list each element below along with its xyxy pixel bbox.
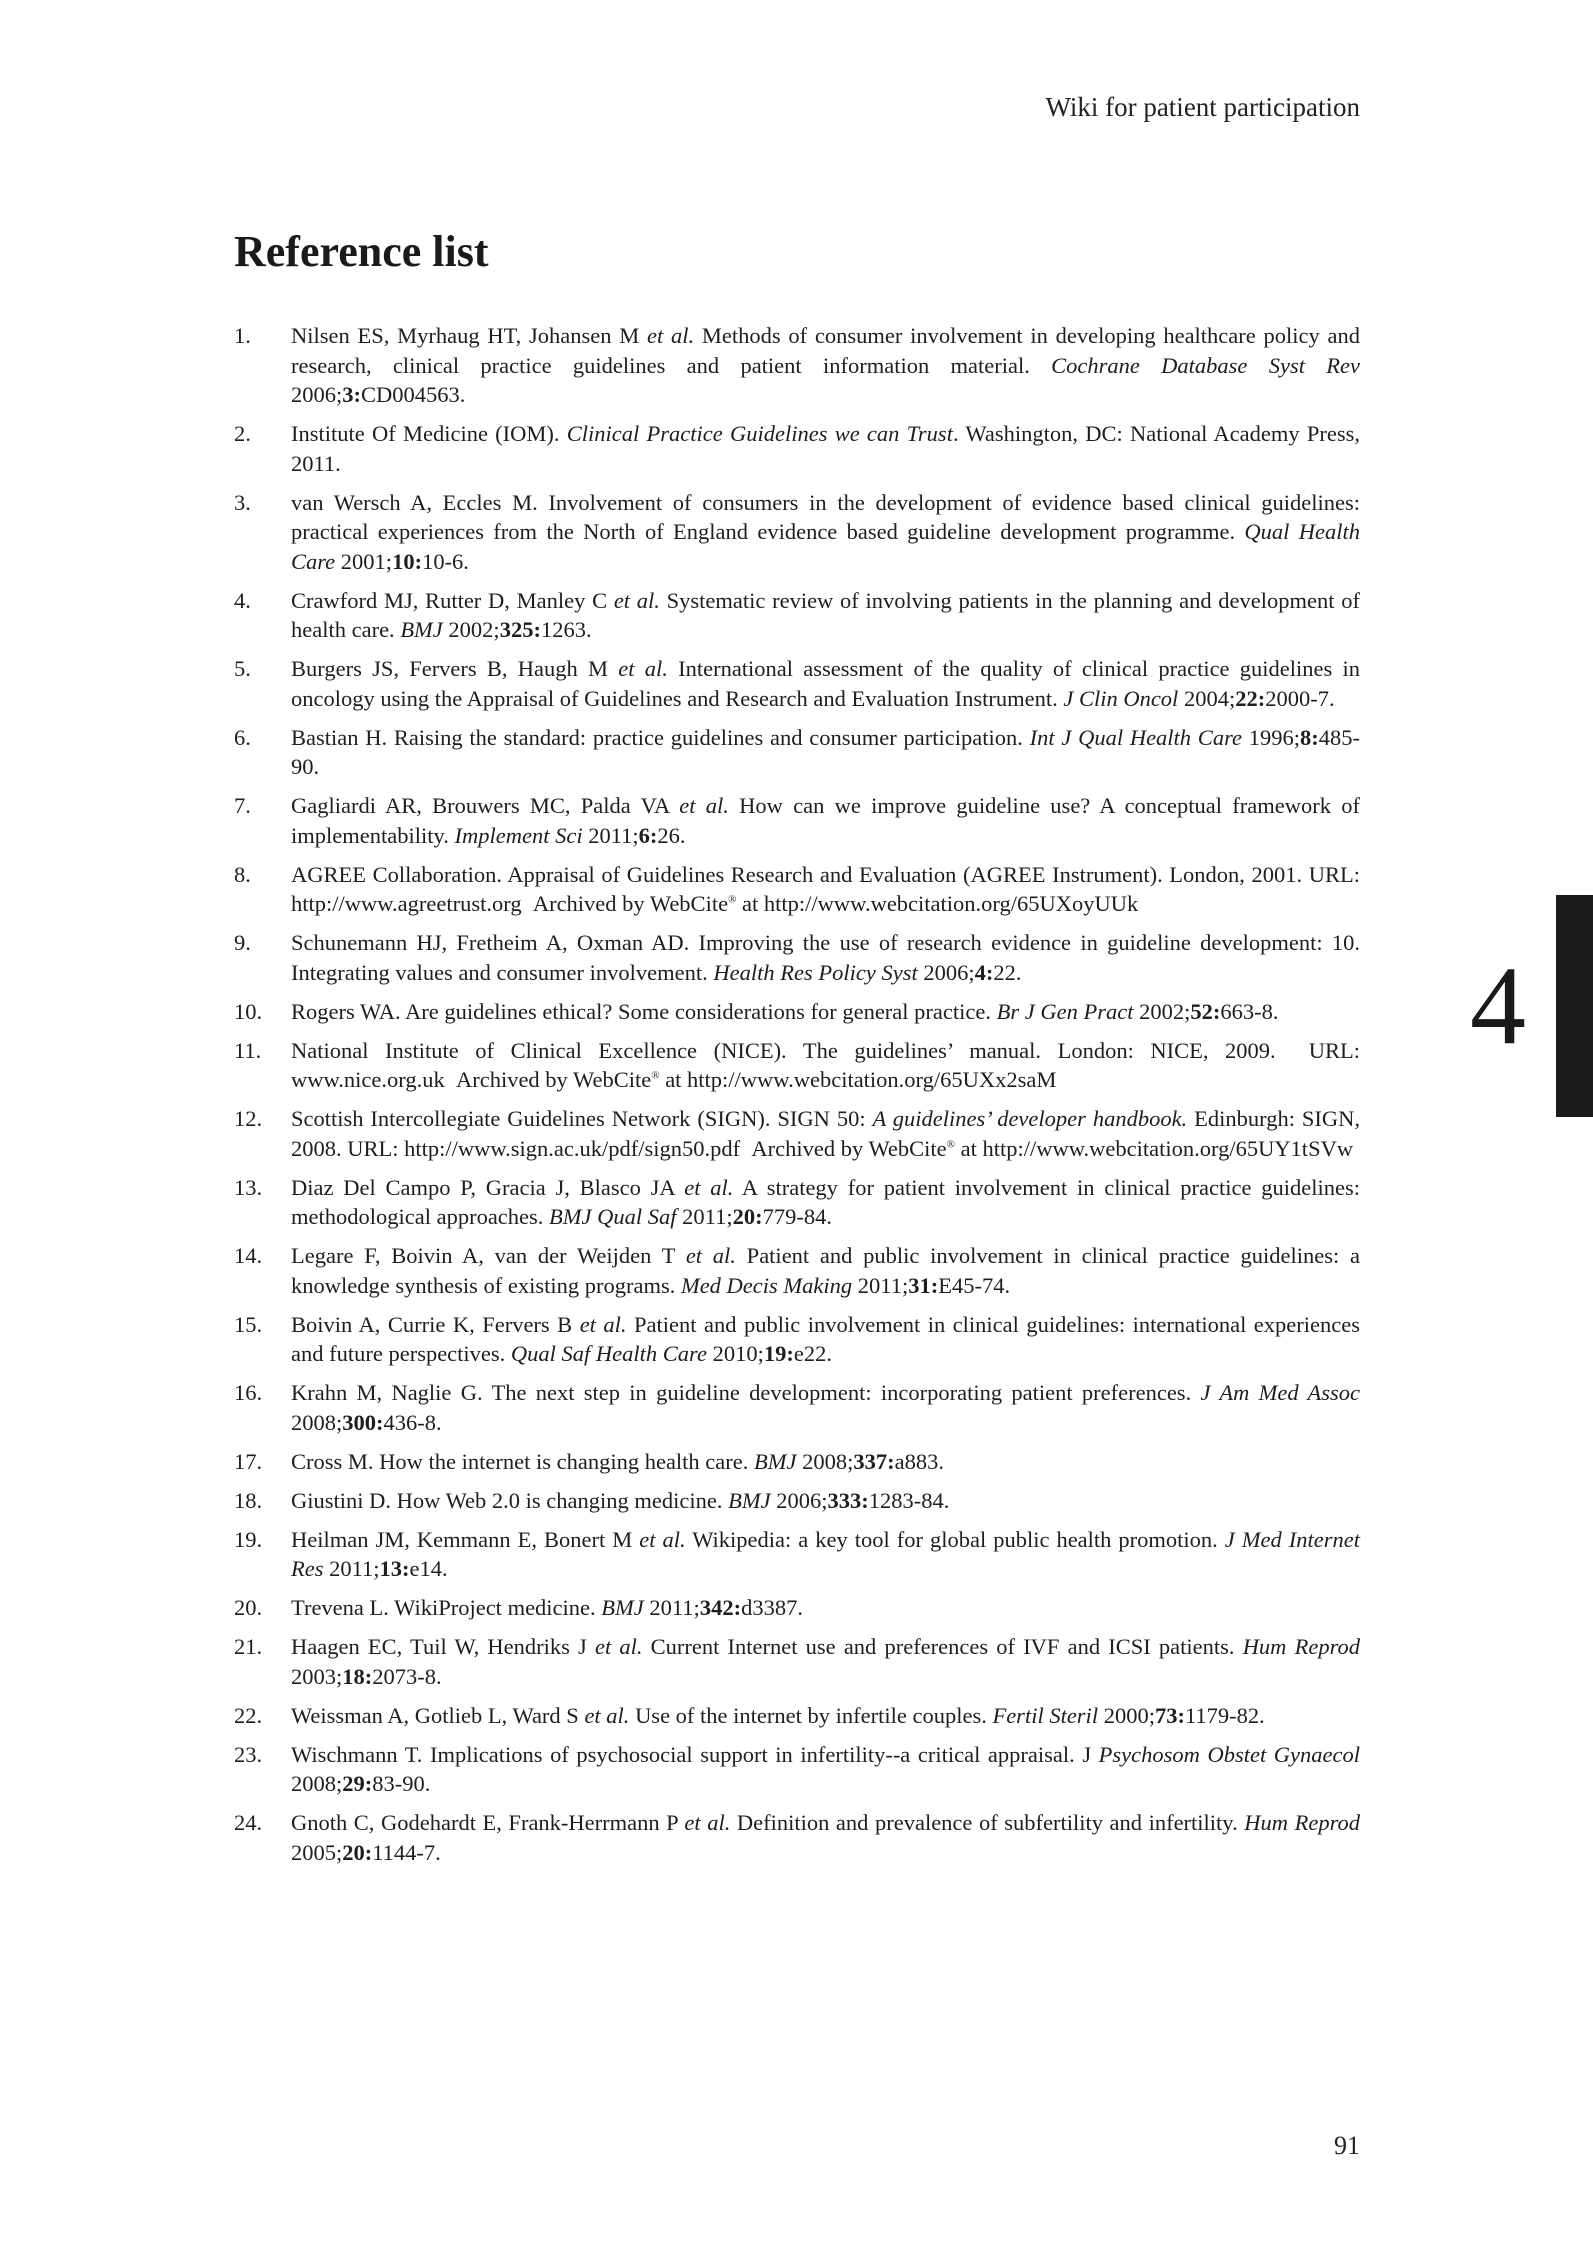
reference-item: [234, 321, 1360, 410]
reference-italic: et al.: [647, 323, 695, 348]
reference-segment: d3387.: [741, 1595, 803, 1620]
page-number: 91: [1334, 2131, 1360, 2160]
reference-italic: et al.: [685, 1243, 736, 1268]
reference-segment: a883.: [894, 1448, 945, 1474]
reference-volume: 22:: [1235, 685, 1266, 711]
reference-text: [291, 930, 1360, 985]
reference-volume: 13:: [379, 1556, 410, 1581]
reference-segment: Krahn M, Naglie G. The next step in guideline development: incorporating patient preferences.: [291, 1380, 1201, 1405]
reference-text: [291, 1106, 1360, 1161]
reference-italic: Fertil Steril: [992, 1702, 1099, 1728]
reference-italic: et al.: [684, 1174, 734, 1200]
reference-number: 5.: [234, 656, 251, 681]
reference-number: 10.: [234, 998, 263, 1024]
reference-segment: e14.: [409, 1556, 448, 1581]
reference-item: [234, 928, 1360, 987]
reference-number: 22.: [234, 1702, 263, 1728]
reference-segment: 2005;: [291, 1839, 343, 1865]
reference-segment: Weissman A, Gotlieb L, Ward S: [291, 1702, 585, 1728]
reference-volume: 4:: [974, 959, 994, 985]
reference-text: [291, 1175, 1360, 1230]
reference-italic: Med Decis Making: [680, 1272, 853, 1298]
reference-item: [234, 1701, 1360, 1731]
reference-number: 15.: [234, 1311, 263, 1337]
reference-number: 6.: [234, 724, 251, 750]
reference-volume: 73:: [1154, 1702, 1185, 1728]
reference-segment: 26.: [657, 822, 686, 848]
reference-italic: et al.: [684, 1810, 731, 1835]
reference-italic: Hum Reprod: [1244, 1810, 1360, 1835]
reference-segment: Trevena L. WikiProject medicine.: [291, 1595, 602, 1620]
reference-segment: 2004;: [1178, 685, 1236, 711]
reference-segment: Scottish Intercollegiate Guidelines Network (SIGN). SIGN 50:: [291, 1106, 873, 1131]
reference-segment: 1144-7.: [372, 1839, 441, 1865]
reference-volume: 8:: [1300, 724, 1319, 750]
reference-segment: e22.: [793, 1341, 832, 1366]
reference-italic: et al.: [618, 656, 668, 681]
reference-text: [291, 421, 1360, 476]
reference-italic: et al.: [579, 1311, 627, 1337]
reference-italic: BMJ: [754, 1448, 797, 1474]
reference-number: 11.: [234, 1037, 262, 1063]
reference-text: [291, 588, 1360, 643]
reference-volume: 300:: [342, 1409, 384, 1435]
reference-number: 19.: [234, 1526, 263, 1552]
reference-segment: Definition and prevalence of subfertility and infertility.: [730, 1810, 1245, 1835]
reference-italic: Qual Saf Health Care: [510, 1341, 707, 1366]
reference-segment: Nilsen ES, Myrhaug HT, Johansen M: [291, 323, 648, 348]
reference-volume: 325:: [499, 617, 541, 642]
reference-item: [234, 1173, 1360, 1232]
reference-segment: Current Internet use and preferences of IVF and ICSI patients.: [642, 1634, 1243, 1659]
reference-number: 16.: [234, 1380, 263, 1405]
reference-italic: Qual Health Care: [291, 519, 1360, 574]
reference-segment: Legare F, Boivin A, van der Weijden T: [291, 1243, 686, 1268]
reference-italic: BMJ Qual Saf: [549, 1204, 677, 1229]
reference-segment: 2011;: [643, 1595, 700, 1620]
reference-segment: Bastian H. Raising the standard: practice guidelines and consumer participation.: [291, 724, 1030, 750]
reference-item: [234, 791, 1360, 850]
reference-segment: . Washington, DC: National Academy Press, 2011.: [291, 421, 1361, 476]
reference-segment: Cross M. How the internet is changing health care.: [291, 1448, 755, 1474]
chapter-tab: [1556, 895, 1593, 1117]
reference-item: [234, 1632, 1360, 1691]
reference-segment: Boivin A, Currie K, Fervers B: [291, 1311, 580, 1337]
reference-italic: J Med Internet Res: [291, 1526, 1360, 1581]
reference-segment: Diaz Del Campo P, Gracia J, Blasco JA: [291, 1174, 685, 1200]
reference-item: [234, 1593, 1360, 1623]
reference-italic: Clinical Practice Guidelines we can Trust: [566, 421, 953, 446]
reference-italic: et al.: [613, 587, 660, 613]
reference-segment: Gagliardi AR, Brouwers MC, Palda VA: [291, 793, 680, 818]
reference-text: [291, 862, 1360, 917]
reference-segment: Edinburgh: SIGN, 2008. URL: http://www.sign.ac.uk/pdf/sign50.pdf Archived by WebCite: [291, 1106, 1361, 1161]
reference-segment: 485-90.: [291, 724, 1360, 779]
reference-segment: 2008;: [291, 1409, 343, 1435]
reference-item: [234, 1241, 1360, 1300]
reference-text: [291, 1742, 1360, 1797]
reference-number: 24.: [234, 1810, 263, 1835]
reference-number: 23.: [234, 1741, 263, 1767]
reference-segment: 2000-7.: [1265, 685, 1335, 711]
reference-italic: J Am Med Assoc: [1200, 1380, 1360, 1405]
reference-segment: 22.: [993, 959, 1022, 985]
reference-segment: van Wersch A, Eccles M. Involvement of consumers in the development of evidence based clinical guidelines: practical experiences from the North of England evidence based guideline development programme.: [291, 489, 1360, 544]
reference-segment: Burgers JS, Fervers B, Haugh M: [291, 656, 619, 681]
reference-segment: Heilman JM, Kemmann E, Bonert M: [291, 1526, 640, 1552]
reference-list: [234, 321, 1360, 1877]
reference-number: 4.: [234, 587, 251, 613]
reference-text: [291, 1380, 1360, 1435]
reference-volume: 10:: [392, 548, 423, 574]
reference-segment: at http://www.webcitation.org/65UXoyUUk: [736, 891, 1139, 916]
reference-segment: 2011;: [323, 1556, 380, 1581]
reference-item: [234, 1808, 1360, 1867]
reference-segment: 663-8.: [1220, 998, 1279, 1024]
reference-segment: Crawford MJ, Rutter D, Manley C: [291, 587, 614, 613]
reference-text: [291, 1703, 1265, 1728]
reference-segment: 2011;: [852, 1272, 909, 1298]
reference-number: 7.: [234, 793, 251, 818]
reference-number: 17.: [234, 1448, 263, 1474]
reference-volume: 18:: [342, 1663, 373, 1689]
reference-volume: 19:: [763, 1341, 794, 1366]
reference-text: [291, 1312, 1360, 1367]
reference-number: 12.: [234, 1106, 263, 1131]
reference-italic: et al.: [679, 793, 729, 818]
reference-italic: et al.: [594, 1634, 643, 1659]
reference-italic: Cochrane Database Syst Rev: [1051, 352, 1360, 378]
reference-segment: Patient and public involvement in clinical practice guidelines: a knowledge synthesis of existing programs.: [291, 1243, 1360, 1298]
reference-number: 20.: [234, 1595, 263, 1620]
reference-number: 9.: [234, 930, 251, 955]
reference-segment: 1283-84.: [868, 1487, 950, 1513]
reference-item: [234, 997, 1360, 1027]
reference-item: [234, 1525, 1360, 1584]
reference-text: [291, 1527, 1360, 1582]
reference-text: [291, 999, 1278, 1024]
reference-number: 8.: [234, 861, 251, 887]
reference-segment: 2073-8.: [372, 1663, 442, 1689]
reference-segment: 1996;: [1241, 724, 1300, 750]
reference-volume: 52:: [1190, 998, 1221, 1024]
reference-item: [234, 586, 1360, 645]
reference-segment: A strategy for patient involvement in clinical practice guidelines: methodological approaches.: [291, 1174, 1361, 1229]
reference-number: 21.: [234, 1634, 263, 1659]
reference-segment: at http://www.webcitation.org/65UY1tSVw: [954, 1135, 1354, 1161]
reference-segment: 2002;: [1133, 998, 1191, 1024]
reference-segment: Wikipedia: a key tool for global public health promotion.: [685, 1526, 1225, 1552]
reference-italic: et al.: [584, 1702, 630, 1728]
chapter-number: 4: [1470, 944, 1526, 1068]
reference-text: [291, 1449, 944, 1474]
reference-item: [234, 419, 1360, 478]
reference-item: [234, 1447, 1360, 1477]
reference-segment: 1179-82.: [1184, 1702, 1265, 1728]
reference-text: [291, 323, 1360, 407]
reference-text: [291, 1595, 803, 1620]
reference-volume: 6:: [638, 822, 658, 848]
reference-italic: J Clin Oncol: [1063, 685, 1179, 711]
reference-segment: Giustini D. How Web 2.0 is changing medicine.: [291, 1487, 729, 1513]
reference-text: [291, 656, 1360, 711]
reference-number: 1.: [234, 323, 251, 348]
reference-text: [291, 1488, 949, 1513]
reference-segment: 2006;: [917, 959, 975, 985]
reference-segment: International assessment of the quality of clinical practice guidelines in oncology using the Appraisal of Guidelines and Research and Evaluation Instrument.: [291, 656, 1361, 711]
reference-number: 18.: [234, 1487, 263, 1513]
reference-segment: Methods of consumer involvement in developing healthcare policy and research, clinical practice guidelines and patient information material.: [291, 323, 1360, 378]
reference-italic: Health Res Policy Syst: [713, 959, 918, 985]
reference-segment: 779-84.: [762, 1204, 832, 1229]
reference-text: [291, 1243, 1360, 1298]
reference-segment: Rogers WA. Are guidelines ethical? Some considerations for general practice.: [291, 998, 997, 1024]
reference-segment: 2010;: [706, 1341, 764, 1366]
reference-segment: Gnoth C, Godehardt E, Frank-Herrmann P: [291, 1810, 685, 1835]
reference-segment: 2001;: [335, 548, 393, 574]
reference-segment: 436-8.: [383, 1409, 442, 1435]
reference-item: [234, 1036, 1360, 1095]
reference-segment: 10-6.: [422, 548, 469, 574]
reference-segment: 2006;: [770, 1487, 828, 1513]
reference-italic: Implement Sci: [454, 822, 583, 848]
reference-segment: 83-90.: [372, 1771, 431, 1796]
reference-item: [234, 723, 1360, 782]
reference-italic: Hum Reprod: [1242, 1634, 1360, 1659]
reference-segment: CD004563.: [361, 382, 466, 407]
reference-segment: Schunemann HJ, Fretheim A, Oxman AD. Improving the use of research evidence in guideline development: 10. Integrating values and consumer involvement.: [291, 930, 1360, 985]
reference-segment: 2011;: [582, 822, 639, 848]
running-head: Wiki for patient participation: [1045, 92, 1360, 122]
reference-number: 14.: [234, 1243, 263, 1268]
reference-text: [291, 793, 1360, 848]
reference-segment: Patient and public involvement in clinical guidelines: international experiences and future perspectives.: [291, 1311, 1360, 1366]
reference-italic: Psychosom Obstet Gynaecol: [1098, 1741, 1360, 1767]
reference-segment: 2003;: [291, 1663, 343, 1689]
reference-volume: 333:: [827, 1487, 869, 1513]
reference-text: [291, 1038, 1360, 1093]
reference-item: [234, 860, 1360, 919]
reference-segment: Institute Of Medicine (IOM).: [291, 421, 567, 446]
reference-italic: A guidelines’ developer handbook.: [872, 1106, 1188, 1131]
reference-segment: at http://www.webcitation.org/65UXx2saM: [659, 1067, 1057, 1092]
reference-segment: 2000;: [1098, 1702, 1155, 1728]
reference-segment: 2002;: [442, 617, 500, 642]
reference-volume: 20:: [732, 1204, 763, 1229]
reference-italic: Br J Gen Pract: [996, 998, 1134, 1024]
reference-volume: 31:: [908, 1272, 939, 1298]
reference-text: [291, 1634, 1360, 1689]
reference-volume: 342:: [699, 1595, 742, 1620]
reference-segment: E45-74.: [938, 1272, 1011, 1298]
registered-mark: ®: [728, 893, 737, 906]
reference-segment: AGREE Collaboration. Appraisal of Guidelines Research and Evaluation (AGREE Instrument). London, 2001. URL: http://www.agreetrust.org Archived by WebCite: [291, 861, 1360, 916]
reference-italic: BMJ: [400, 617, 443, 642]
reference-number: 2.: [234, 421, 251, 446]
reference-text: [291, 725, 1360, 780]
registered-mark: ®: [946, 1138, 955, 1150]
reference-item: [234, 1104, 1360, 1163]
reference-segment: Use of the internet by infertile couples.: [629, 1702, 993, 1728]
reference-segment: 2011;: [676, 1204, 733, 1229]
reference-item: [234, 1378, 1360, 1437]
reference-number: 13.: [234, 1174, 263, 1200]
reference-italic: BMJ: [601, 1595, 644, 1620]
reference-text: [291, 1810, 1360, 1865]
reference-italic: et al.: [639, 1526, 686, 1552]
reference-segment: 2008;: [796, 1448, 854, 1474]
reference-italic: BMJ: [728, 1487, 771, 1513]
reference-item: [234, 654, 1360, 713]
reference-segment: National Institute of Clinical Excellence (NICE). The guidelines’ manual. London: NICE, 2009. URL: www.nice.org.uk Archived by WebCite: [291, 1037, 1360, 1092]
reference-text: [291, 490, 1360, 574]
reference-volume: 337:: [853, 1448, 895, 1474]
reference-segment: How can we improve guideline use? A conceptual framework of implementability.: [291, 793, 1360, 848]
reference-segment: 2006;: [291, 382, 343, 407]
reference-number: 3.: [234, 489, 251, 515]
registered-mark: ®: [651, 1069, 660, 1082]
reference-volume: 29:: [342, 1771, 373, 1796]
reference-italic: Int J Qual Health Care: [1029, 724, 1242, 750]
reference-segment: Wischmann T. Implications of psychosocial support in infertility--a critical appraisal. J: [291, 1741, 1099, 1767]
reference-segment: Haagen EC, Tuil W, Hendriks J: [291, 1634, 595, 1659]
reference-item: [234, 1310, 1360, 1369]
page-title: Reference list: [234, 227, 489, 276]
reference-segment: 2008;: [291, 1771, 343, 1796]
reference-item: [234, 1740, 1360, 1799]
reference-volume: 20:: [342, 1839, 373, 1865]
reference-segment: Systematic review of involving patients in the planning and development of health care.: [291, 587, 1360, 642]
reference-volume: 3:: [342, 382, 362, 407]
reference-segment: 1263.: [540, 617, 592, 642]
reference-item: [234, 1486, 1360, 1516]
reference-item: [234, 488, 1360, 577]
